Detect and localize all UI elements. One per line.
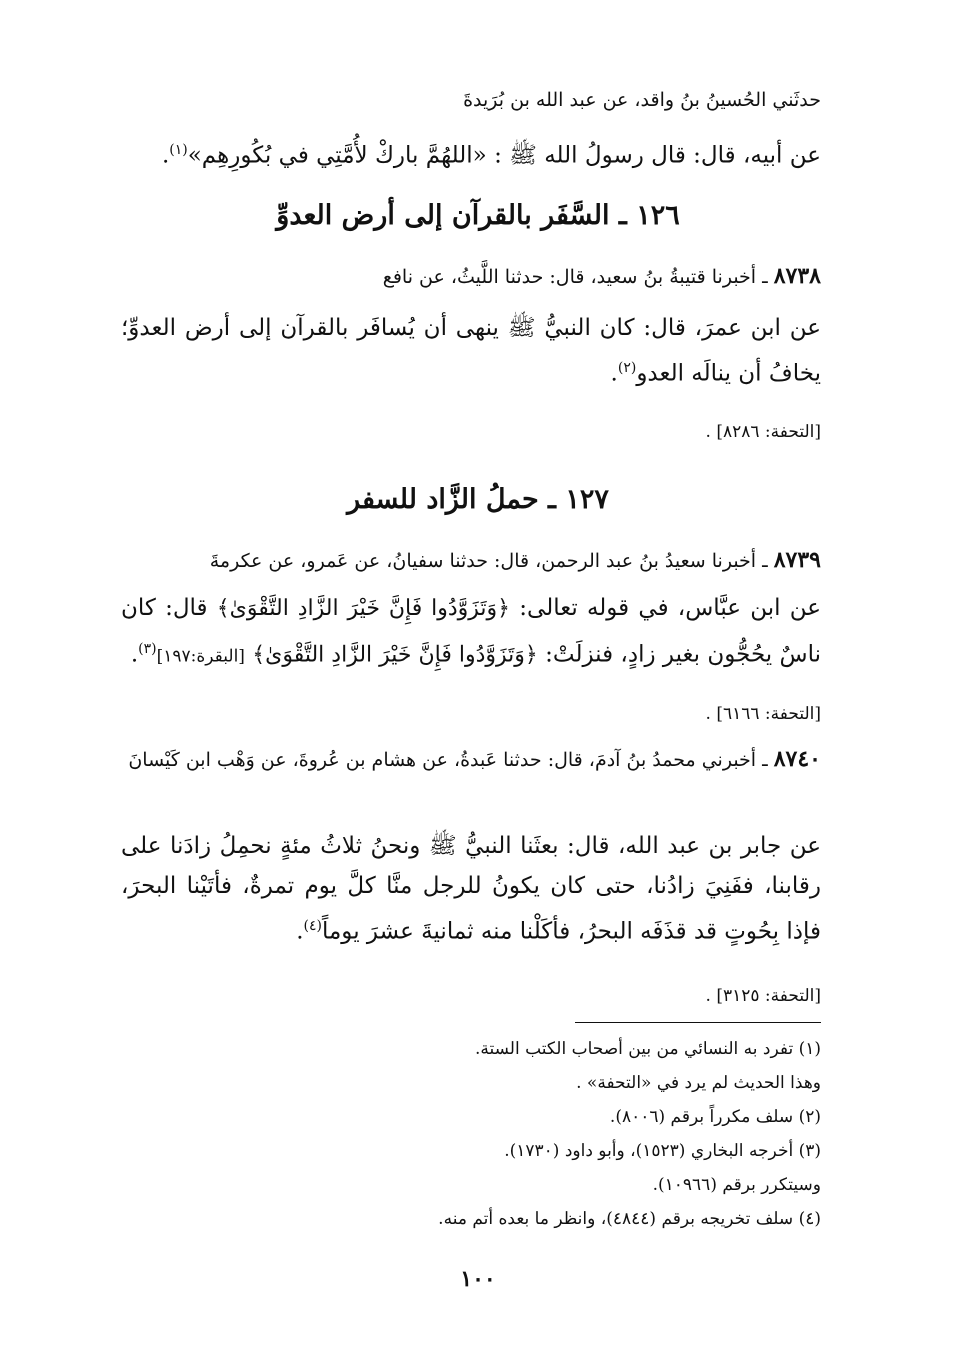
tuhfa-ref-8740: [التحفة: ٣١٢٥] .	[705, 986, 821, 1006]
hadith-8739-text: عن ابن عبَّاس، في قوله تعالى: ﴿وَتَزَوَّدُوا فَإِنَّ خَيْرَ الزَّادِ التَّقْوَىٰ﴾ قال: كان ناسٌ يحُجُّون بغير زادٍ، فنزلَتْ: ﴿وَتَزَوَّدُوا فَإِنَّ خَيْرَ الزَّادِ التَّقْوَىٰ﴾ [البقرة:١٩٧]$^{(٣)}$.	[121, 595, 821, 668]
hadith-8738-text: عن ابن عمرَ، قال: كان النبيُّ ﷺ ينهى أن يُسافَر بالقرآن إلى أرض العدوِّ؛ يخافُ أن ينالَه العدو$^{(٢)}$.	[121, 315, 821, 387]
footnote-mark: (١)	[169, 142, 188, 158]
footnotes	[121, 1032, 821, 1236]
footnote-line: (٣) أخرجه البخاري (١٥٢٣)، وأبو داود (١٧٣٠).	[504, 1141, 821, 1161]
footnote-separator	[575, 1022, 821, 1023]
footnote-line: وسيتكرر برقم (١٠٩٦٦).	[652, 1175, 821, 1195]
footnote-mark: (٣)	[138, 641, 157, 657]
matn-b: قال: كان ناسٌ يحُجُّون بغير زادٍ، فنزلَتْ:	[121, 595, 821, 668]
matn: عن ابن عمرَ، قال: كان النبيُّ ﷺ ينهى أن يُسافَر بالقرآن إلى أرض العدوِّ؛ يخافُ أن ينالَه العدو	[121, 315, 821, 387]
tuhfa-ref-8738: [التحفة: ٨٢٨٦] .	[705, 422, 821, 442]
section-heading-127: ١٢٧ ـ حملُ الزَّاد للسفر	[347, 484, 609, 515]
isnad: ـ أخبرني محمدُ بنُ آدمَ، قال: حدثنا عَبدةُ، عن هشام بن عُروةَ، عن وَهْب ابن كَيْسانَ	[128, 749, 768, 771]
quran-verse: ﴿وَتَزَوَّدُوا فَإِنَّ خَيْرَ الزَّادِ التَّقْوَىٰ﴾	[216, 596, 511, 621]
isnad: ـ أخبرنا قتيبةُ بنُ سعيد، قال: حدثنا اللَّيثُ، عن نافع	[382, 266, 768, 288]
hadith-8739-chain	[121, 546, 821, 575]
matn: عن جابر بن عبد الله، قال: بعثَنا النبيُّ ﷺ ونحنُ ثلاثُ مئةٍ نحمِلُ زادَنا على رقابنا، ففَنِيَ زادُنا، حتى كان يكونُ للرجل منَّا كلَّ يوم تمرةٌ، فأتَيْنا البحرَ، فإذا بِحُوتٍ قد قذَفَه البحرُ، فأكَلْنا منه ثمانيةَ عشرَ يوماً	[121, 833, 821, 945]
hadith-8740-chain	[121, 742, 821, 777]
footnote-line: (٤) سلف تخريجه برقم (٤٨٤٤)، وانظر ما بعده أتم منه.	[438, 1209, 821, 1229]
hadith-number: ٨٧٣٨	[773, 263, 821, 289]
footnote-line: وهذا الحديث لم يرد في «التحفة» .	[576, 1073, 821, 1093]
footnote-mark: (٤)	[303, 918, 322, 934]
footnote-line: (١) تفرد به النسائي من بين أصحاب الكتب الستة.	[474, 1039, 821, 1059]
hadith-text-top: عن أبيه، قال: قال رسولُ الله ﷺ : «اللهُمَّ باركْ لأُمَّتِي في بُكُورِهِم»$^{(١)}$.	[161, 142, 821, 169]
tuhfa-ref-8739: [التحفة: ٦١٦٦] .	[705, 704, 821, 724]
quran-verse-repeat: ﴿وَتَزَوَّدُوا فَإِنَّ خَيْرَ الزَّادِ التَّقْوَىٰ﴾	[252, 642, 538, 668]
hadith-8740-text: عن جابر بن عبد الله، قال: بعثَنا النبيُّ ﷺ ونحنُ ثلاثُ مئةٍ نحمِلُ زادَنا على رقابنا، ففَنِيَ زادُنا، حتى كان يكونُ للرجل منَّا كلَّ يوم تمرةٌ، فأتَيْنا البحرَ، فإذا بِحُوتٍ قد قذَفَه البحرُ، فأكَلْنا منه ثمانيةَ عشرَ يوماً$^{(٤)}$.	[121, 833, 821, 945]
matn-a: عن ابن عبَّاس، في قوله تعالى:	[519, 595, 821, 621]
verse-reference: [البقرة:١٩٧]	[156, 646, 245, 667]
footnote-mark: (٢)	[617, 360, 637, 376]
hadith-number: ٨٧٤٠	[773, 746, 821, 772]
page-number: ١٠٠	[460, 1266, 496, 1292]
footnote-line: (٢) سلف مكرراً برقم (٨٠٠٦).	[609, 1107, 821, 1127]
section-heading-126: ١٢٦ ـ السَّفَر بالقرآن إلى أرض العدوِّ	[276, 200, 680, 231]
hadith-text: عن أبيه، قال: قال رسولُ الله ﷺ : «اللهُمَّ باركْ لأُمَّتِي في بُكُورِهِم»	[187, 142, 821, 169]
hadith-chain-top: حدثَني الحُسينُ بنُ واقد، عن عبد الله بن بُرَيدةَ	[463, 89, 821, 111]
hadith-number: ٨٧٣٩	[773, 547, 821, 573]
isnad: ـ أخبرنا سعيدُ بنُ عبد الرحمن، قال: حدثنا سفيانُ، عن عَمرو، عن عكرمةَ	[209, 550, 768, 572]
hadith-8738-chain	[121, 262, 821, 291]
